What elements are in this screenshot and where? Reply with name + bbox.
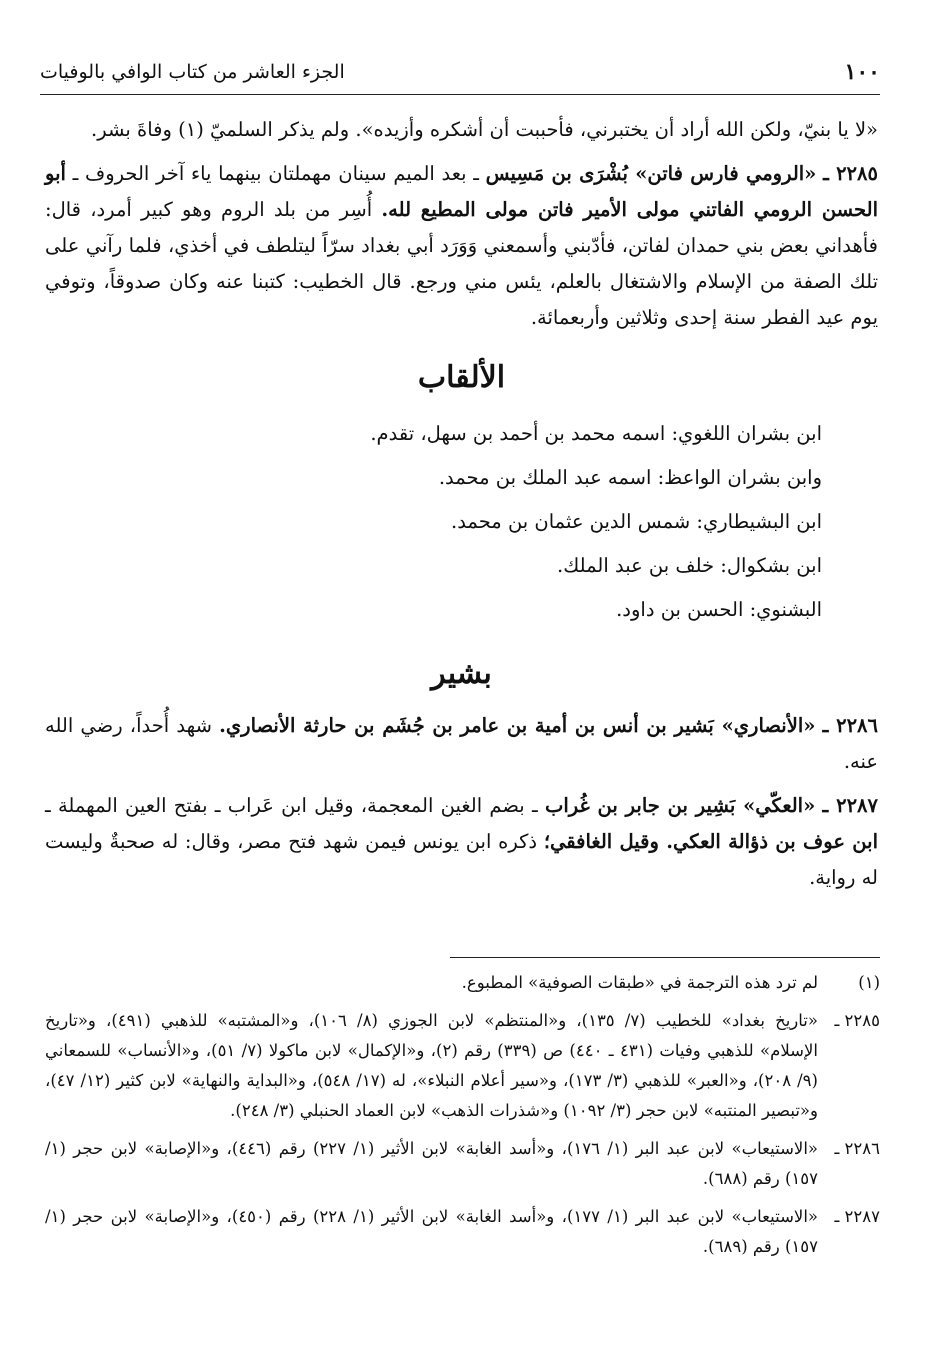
entry-number: ٢٢٨٦ ـ xyxy=(822,714,878,737)
list-item: البشنوي: الحسن بن داود. xyxy=(616,598,822,621)
footnote xyxy=(45,1006,880,1126)
footnote-label: ٢٢٨٧ ـ xyxy=(834,1207,880,1226)
footnote-label: ٢٢٨٦ ـ xyxy=(834,1139,880,1158)
footnote-text: «تاريخ بغداد» للخطيب (٧/ ١٣٥)، و«المنتظم» لابن الجوزي (٨/ ١٠٦)، و«المشتبه» للذهبي (٤٩١)، و«تاريخ الإسلام» للذهبي وفيات (٤٣١ ـ ٤٤٠) ص (٣٣٩) رقم (٢)، و«الإكمال» لابن ماكولا (٧/ ٥١)، و«الأنساب» للسمعاني (٩/ ٢٠٨)، و«العبر» للذهبي (٣/ ١٧٣)، و«سير أعلام النبلاء»، له (١٧/ ٥٤٨)، و«البداية والنهاية» لابن كثير (١٢/ ٤٧)، و«تبصير المنتبه» لابن حجر (٣/ ١٠٩٢) و«شذرات الذهب» لابن العماد الحنبلي (٣/ ٢٤٨). xyxy=(45,1011,818,1120)
page-header xyxy=(40,50,880,95)
list-item: ابن بشكوال: خلف بن عبد الملك. xyxy=(557,554,822,577)
entry-2287 xyxy=(45,788,878,896)
entry-text: ـ بعد الميم سينان مهملتان بينهما ياء آخر الحروف ـ xyxy=(72,162,479,185)
intro-paragraph: «لا يا بنيّ، ولكن الله أراد أن يختبرني، فأحببت أن أشكره وأزيده». ولم يذكر السلميّ (١) وفاةَ بشر. xyxy=(91,118,878,141)
list-item: وابن بشران الواعظ: اسمه عبد الملك بن محمد. xyxy=(438,466,822,489)
footnote xyxy=(45,1202,880,1262)
footnotes xyxy=(45,968,880,1270)
main-text xyxy=(45,112,878,904)
running-title: الجزء العاشر من كتاب الوافي بالوفيات xyxy=(40,61,345,83)
entry-number: ٢٢٨٥ ـ xyxy=(823,162,878,185)
section-heading-alqab: الألقاب xyxy=(417,360,506,395)
entry-title: «الأنصاري» بَشير بن أنس بن أمية بن عامر بن جُشَم بن حارثة الأنصاري. xyxy=(219,714,816,737)
entry-2286 xyxy=(45,708,878,780)
footnote-divider xyxy=(450,957,880,958)
entry-title: «الرومي فارس فاتن» بُشْرَى بن مَسِيس xyxy=(485,162,817,185)
entry-text: ـ بضم الغين المعجمة، وقيل ابن عَراب ـ بفتح العين المهملة ـ xyxy=(45,794,538,817)
list-item: ابن بشران اللغوي: اسمه محمد بن أحمد بن سهل، تقدم. xyxy=(370,422,822,445)
entry-alt-name: ابن عوف بن ذؤالة العكي. وقيل الغافقي؛ xyxy=(543,830,878,853)
section-heading-bashir: بشير xyxy=(431,656,492,691)
entry-text: ذكره ابن يونس فيمن شهد فتح مصر، وقال: له صحبةٌ وليست له رواية. xyxy=(45,830,878,889)
entry-kunya: أبو الحسن الرومي الفاتني مولى الأمير فاتن مولى المطيع لله. xyxy=(45,162,879,221)
entry-text: أُسِر من بلد الروم وهو كبير أمرد، قال: فأهداني بعض بني حمدان لفاتن، فأدّبني وأسمعني وَوَرَد أبي بغداد سرّاً ليتلطف في أخذي، فلما رآني على تلك الصفة من الإسلام والاشتغال بالعلم، يئس مني ورجع. قال الخطيب: كتبنا عنه وكان صدوقاً، وتوفي يوم عيد الفطر سنة إحدى وثلاثين وأربعمائة. xyxy=(45,198,878,329)
entry-text: شهد أُحداً، رضي الله عنه. xyxy=(45,714,878,773)
footnote-text: «الاستيعاب» لابن عبد البر (١/ ١٧٧)، و«أسد الغابة» لابن الأثير (١/ ٢٢٨) رقم (٤٥٠)، و«الإصابة» لابن حجر (١/ ١٥٧) رقم (٦٨٩). xyxy=(45,1207,819,1256)
footnote xyxy=(45,1134,880,1194)
entry-number: ٢٢٨٧ ـ xyxy=(822,794,879,817)
footnote-text: «الاستيعاب» لابن عبد البر (١/ ١٧٦)، و«أسد الغابة» لابن الأثير (١/ ٢٢٧) رقم (٤٤٦)، و«الإصابة» لابن حجر (١/ ١٥٧) رقم (٦٨٨). xyxy=(45,1139,819,1188)
page-number: ١٠٠ xyxy=(844,59,880,85)
entry-2285 xyxy=(45,156,878,336)
alqab-list xyxy=(45,412,878,632)
entry-title: «العكّي» بَشِير بن جابر بن غُراب xyxy=(544,794,816,817)
footnote xyxy=(45,968,880,998)
list-item: ابن البشيطاري: شمس الدين عثمان بن محمد. xyxy=(451,510,822,533)
footnote-label: ٢٢٨٥ ـ xyxy=(834,1011,880,1030)
footnote-text: لم ترد هذه الترجمة في «طبقات الصوفية» المطبوع. xyxy=(461,973,818,992)
footnote-label: (١) xyxy=(858,973,880,992)
